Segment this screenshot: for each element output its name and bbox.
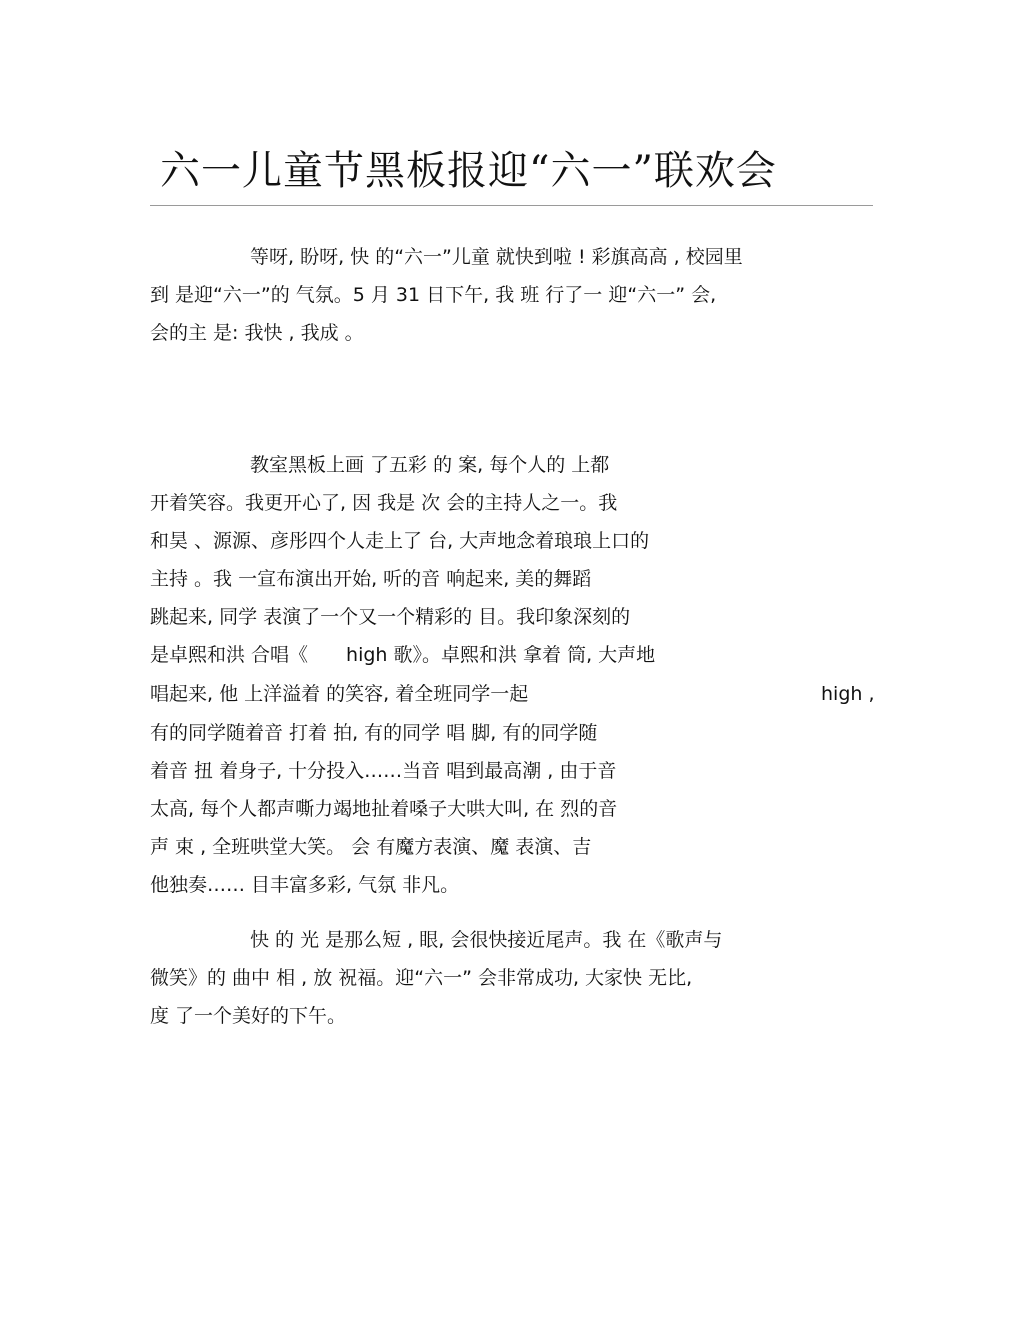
paragraph-line: 唱起来, 他 上洋溢着 的笑容, 着全班同学一起: [150, 683, 529, 705]
paragraph-line: 开着笑容。我更开心了, 因 我是 次 会的主持人之一。我: [150, 492, 618, 514]
document-title: 六一儿童节黑板报迎“六一”联欢会: [160, 148, 777, 194]
paragraph-2: [150, 446, 890, 904]
title-divider: [150, 205, 873, 206]
paragraph-line: 着音 扭 着身子, 十分投入……当音 唱到最高潮 , 由于音: [150, 760, 617, 782]
paragraph-3: [150, 921, 890, 1035]
paragraph-line: 快 的 光 是那么短 , 眼, 会很快接近尾声。我 在《歌声与: [250, 929, 723, 951]
paragraph-line-with-tail: [150, 674, 890, 714]
paragraph-line: 微笑》的 曲中 相 , 放 祝福。迎“六一” 会非常成功, 大家快 无比,: [150, 967, 693, 989]
paragraph-line: 太高, 每个人都声嘶力竭地扯着嗓子大哄大叫, 在 烈的音: [150, 798, 618, 820]
line-tail-text: high ,: [821, 683, 875, 705]
paragraph-line: 跳起来, 同学 表演了一个又一个精彩的 目。我印象深刻的: [150, 606, 631, 628]
paragraph-line: 声 束 , 全班哄堂大笑。 会 有魔方表演、魔 表演、吉: [150, 836, 592, 858]
paragraph-line: 度 了一个美好的下午。: [150, 1005, 347, 1027]
paragraph-line: 到 是迎“六一”的 气氛。5 月 31 日下午, 我 班 行了一 迎“六一” 会,: [150, 284, 717, 306]
paragraph-line: 主持 。我 一宣布演出开始, 听的音 响起来, 美的舞蹈: [150, 568, 592, 590]
paragraph-line: 和昊 、源源、彦彤四个人走上了 台, 大声地念着琅琅上口的: [150, 530, 650, 552]
paragraph-line: 是卓熙和洪 合唱《 high 歌》。卓熙和洪 拿着 筒, 大声地: [150, 644, 656, 666]
paragraph-line: 他独奏…… 目丰富多彩, 气氛 非凡。: [150, 874, 460, 896]
paragraph-1: [150, 238, 890, 352]
paragraph-line: 会的主 是: 我快 , 我成 。: [150, 322, 364, 344]
paragraph-line: 有的同学随着音 打着 拍, 有的同学 唱 脚, 有的同学随: [150, 722, 598, 744]
paragraph-line: 教室黑板上画 了五彩 的 案, 每个人的 上都: [250, 454, 610, 476]
paragraph-line: 等呀, 盼呀, 快 的“六一”儿童 就快到啦 ! 彩旗高高 , 校园里: [250, 246, 743, 268]
